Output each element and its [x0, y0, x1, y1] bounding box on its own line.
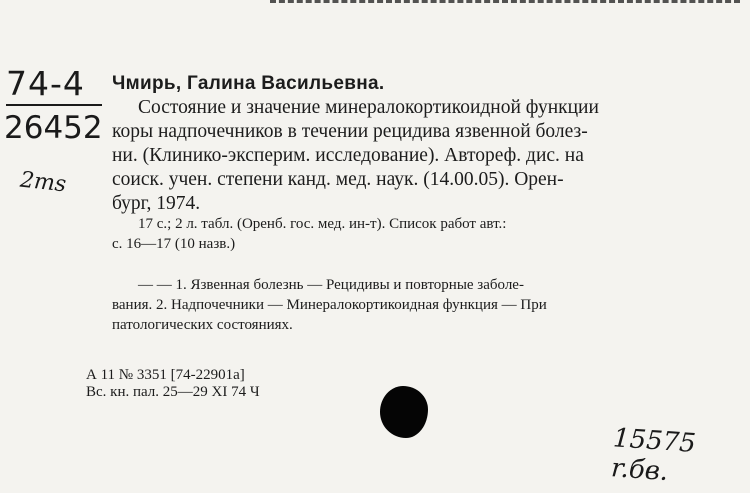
title-line: коры надпочечников в течении рецидива язвенной болез-	[112, 121, 588, 142]
handwritten-bottom-note: 15575 r.бв.	[610, 423, 697, 488]
subject-headings	[112, 275, 732, 335]
subject-line: — — 1. Язвенная болезнь — Рецидивы и повторные заболе-	[138, 277, 524, 293]
subject-line: патологических состояниях.	[112, 317, 293, 333]
card-top-edge	[270, 0, 740, 7]
chamber-registration: Вс. кн. пал. 25—29 XI 74 Ч	[86, 384, 260, 400]
title-line: Состояние и значение минералокортикоидной функции	[138, 97, 599, 118]
title-line: соиск. учен. степени канд. мед. наук. (14.00.05). Орен-	[112, 169, 564, 190]
title-block	[112, 96, 728, 216]
handwritten-margin-note: 2ms	[18, 167, 68, 198]
collation-line: с. 16—17 (10 назв.)	[112, 236, 236, 252]
ink-blot	[380, 386, 428, 438]
author-name: Чмирь, Галина Васильевна.	[112, 73, 385, 94]
handwritten-code-top: 74-4	[6, 64, 85, 103]
title-line: бург, 1974.	[112, 193, 201, 214]
title-line: ни. (Клинико-эксперим. исследование). Автореф. дис. на	[112, 145, 584, 166]
registration-number: А 11 № 3351 [74-22901а]	[86, 367, 245, 383]
subject-line: вания. 2. Надпочечники — Минералокортикоидная функция — При	[112, 297, 547, 313]
code-divider	[6, 104, 102, 106]
collation-line: 17 с.; 2 л. табл. (Оренб. гос. мед. ин-т). Список работ авт.:	[138, 216, 507, 232]
handwritten-code-bottom: 26452	[4, 110, 103, 146]
collation-block	[112, 214, 732, 254]
